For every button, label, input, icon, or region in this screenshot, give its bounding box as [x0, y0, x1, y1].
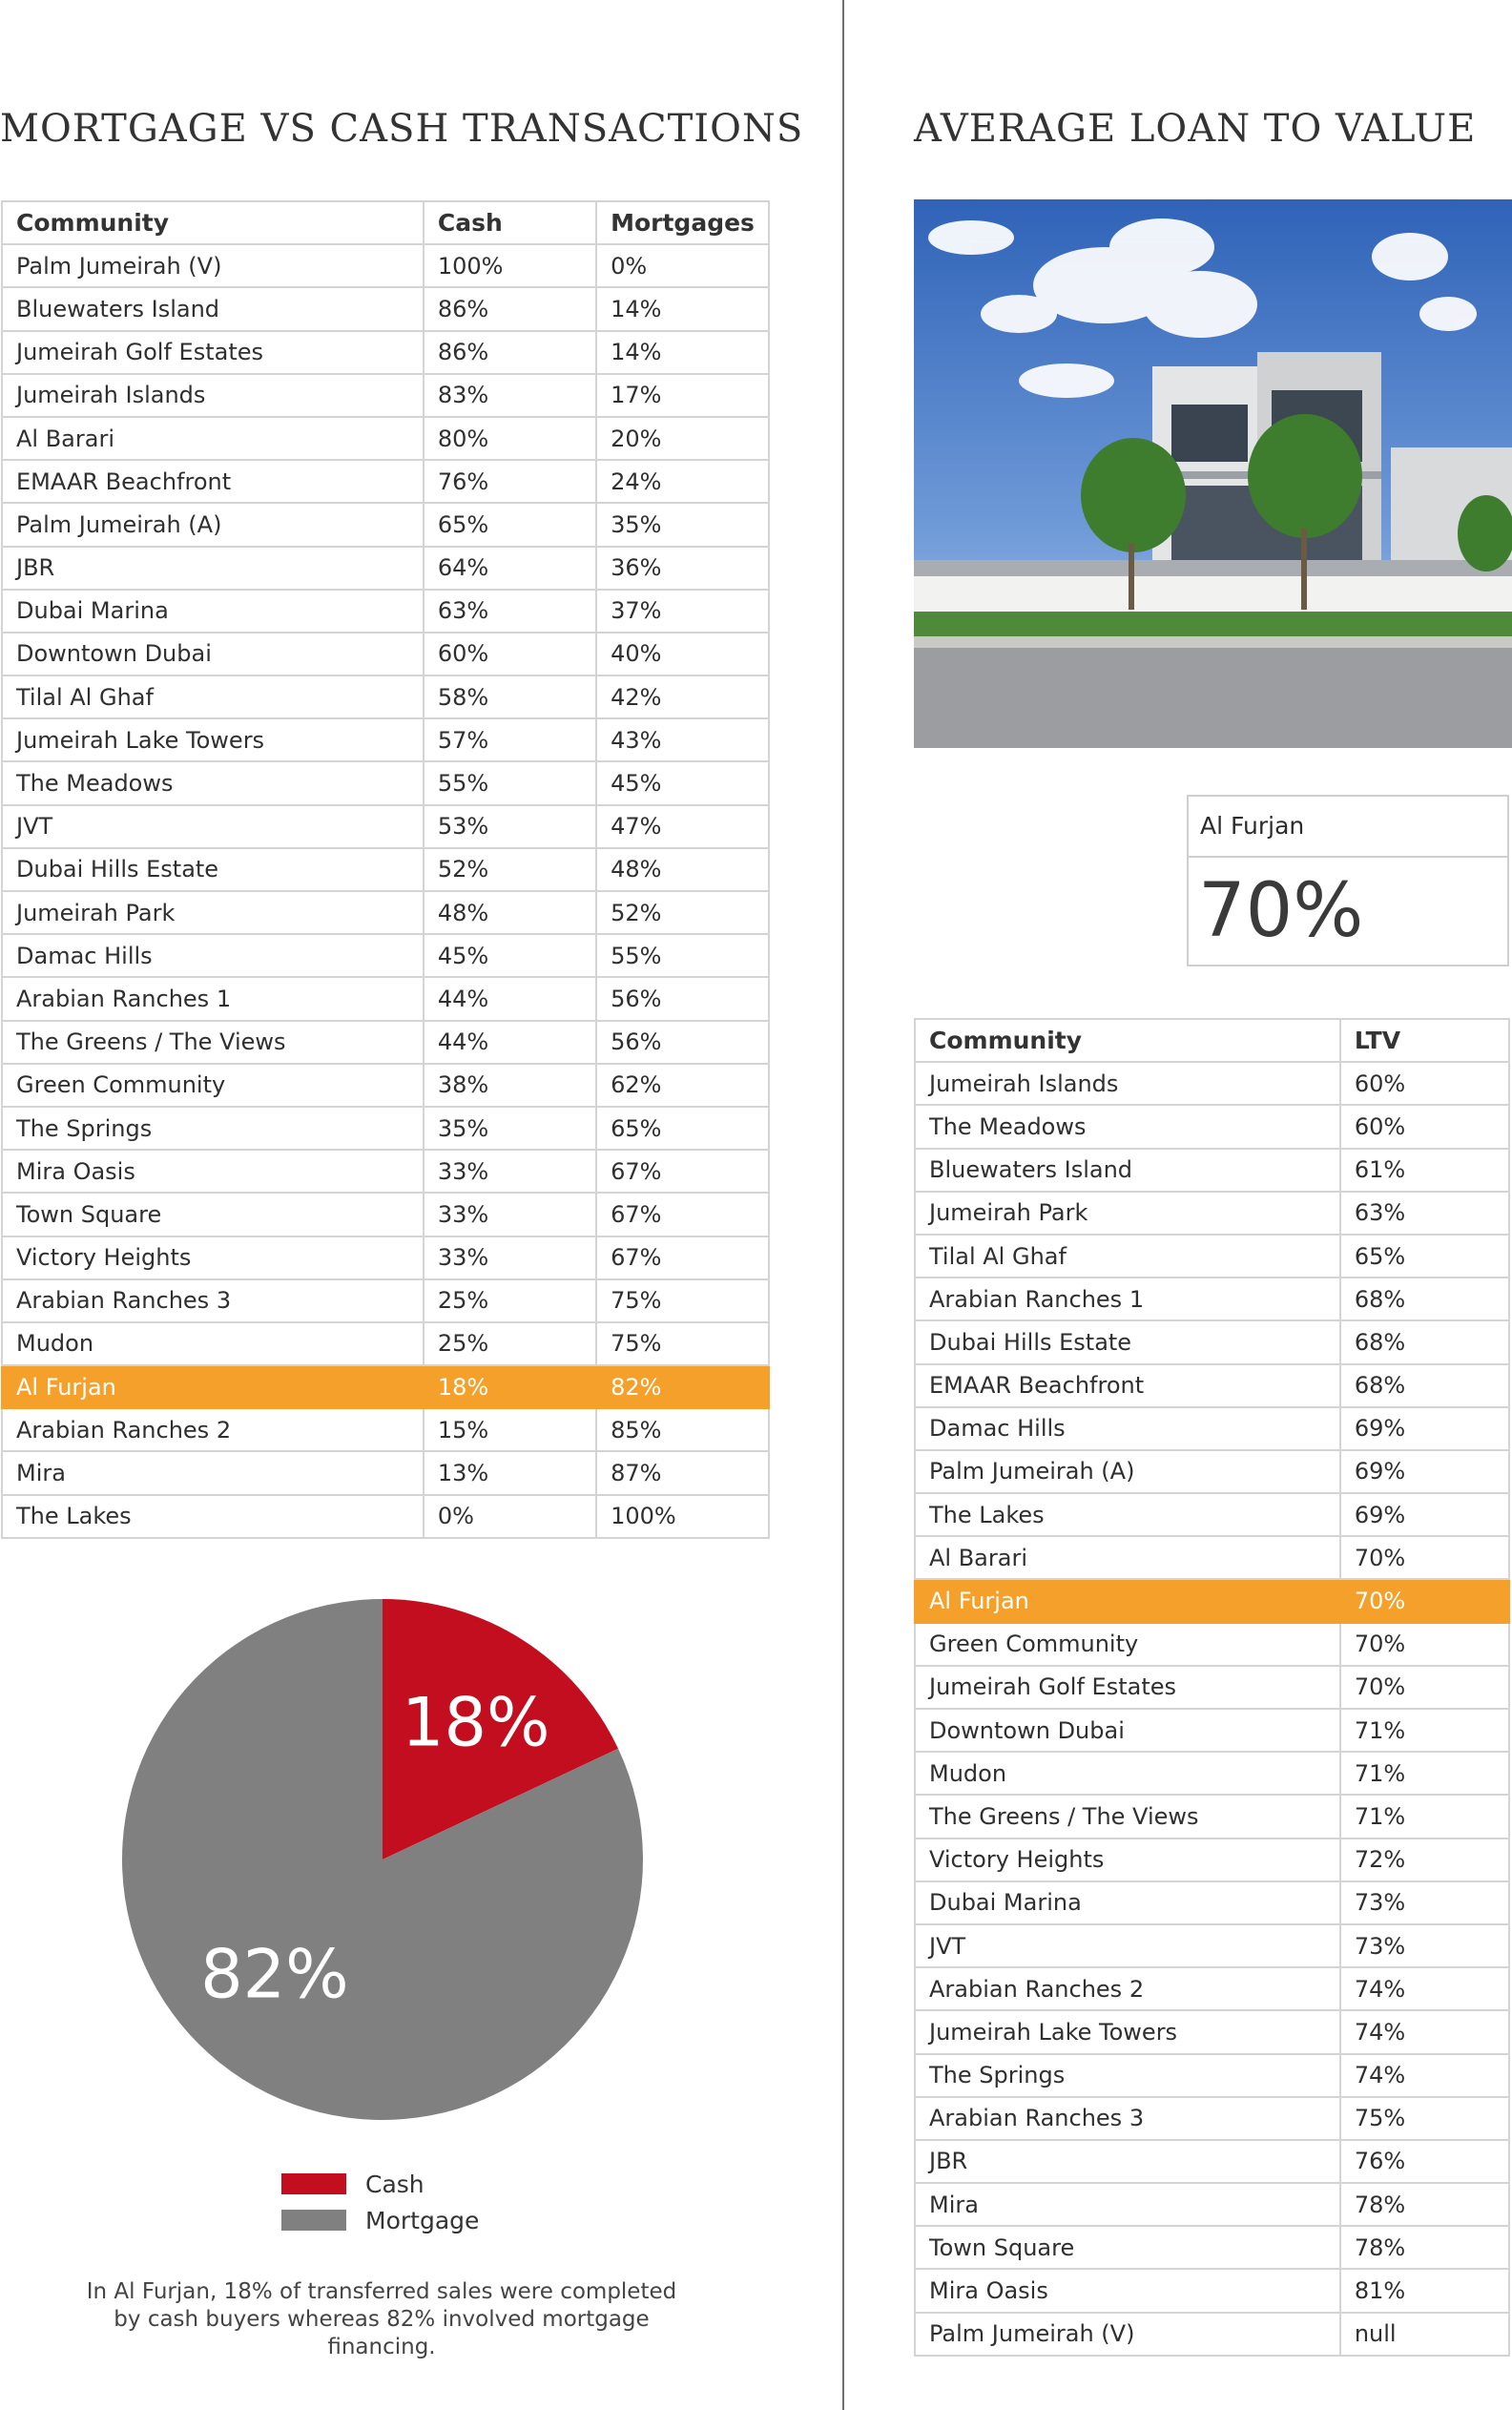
table-row [2, 675, 769, 718]
value-cell: 42% [596, 675, 769, 718]
value-cell: 64% [424, 547, 596, 590]
header-cash: Cash [424, 201, 596, 244]
table-row [2, 1236, 769, 1279]
table-row [2, 977, 769, 1020]
community-cell: Downtown Dubai [915, 1709, 1340, 1752]
value-cell: 33% [424, 1150, 596, 1193]
table-row [915, 1623, 1509, 1666]
legend-swatch-mortgage [281, 2210, 346, 2231]
table-row [2, 547, 769, 590]
value-cell: 63% [1340, 1192, 1509, 1235]
community-cell: Dubai Marina [915, 1881, 1340, 1924]
table-row [915, 1967, 1509, 2010]
value-cell: 75% [596, 1322, 769, 1365]
community-cell: Downtown Dubai [2, 633, 424, 675]
community-cell: The Springs [915, 2054, 1340, 2097]
community-cell: The Springs [2, 1107, 424, 1150]
value-cell: 100% [596, 1495, 769, 1538]
community-cell: Palm Jumeirah (A) [915, 1450, 1340, 1493]
featured-ltv-value: 70% [1198, 868, 1364, 954]
community-cell: Arabian Ranches 2 [2, 1408, 424, 1451]
table-row [915, 1493, 1509, 1536]
table-row [2, 848, 769, 891]
value-cell: 100% [424, 244, 596, 287]
pie-label-mortgage: 82% [200, 1935, 349, 2014]
table-row [915, 1839, 1509, 1881]
community-cell: Arabian Ranches 3 [2, 1279, 424, 1322]
value-cell: 0% [424, 1495, 596, 1538]
table-row [915, 1709, 1509, 1752]
value-cell: 65% [424, 503, 596, 546]
community-cell: JBR [2, 547, 424, 590]
value-cell: 75% [1340, 2097, 1509, 2140]
value-cell: 67% [596, 1236, 769, 1279]
community-cell: The Lakes [2, 1495, 424, 1538]
community-cell: Mudon [915, 1752, 1340, 1795]
value-cell: 81% [1340, 2269, 1509, 2312]
pie-caption: In Al Furjan, 18% of transferred sales were completed by cash buyers whereas 82% involved mortgage financing. [86, 2279, 677, 2359]
value-cell: 78% [1340, 2183, 1509, 2226]
table-row [915, 1364, 1509, 1407]
value-cell: 71% [1340, 1752, 1509, 1795]
community-cell: Dubai Hills Estate [2, 848, 424, 891]
value-cell: 78% [1340, 2226, 1509, 2269]
legend-swatch-cash [281, 2173, 346, 2194]
community-cell: The Lakes [915, 1493, 1340, 1536]
community-cell: Arabian Ranches 1 [2, 977, 424, 1020]
value-cell: 44% [424, 1021, 596, 1064]
value-cell: 67% [596, 1193, 769, 1236]
table-row [915, 1235, 1509, 1278]
table-row [2, 1322, 769, 1365]
table-row [915, 1062, 1509, 1105]
community-cell: Mira [2, 1451, 424, 1494]
value-cell: 70% [1340, 1623, 1509, 1666]
community-cell: Damac Hills [915, 1407, 1340, 1450]
value-cell: 25% [424, 1279, 596, 1322]
header-mortgages: Mortgages [596, 201, 769, 244]
community-cell: Green Community [2, 1064, 424, 1107]
value-cell: 70% [1340, 1579, 1509, 1622]
value-cell: 74% [1340, 1967, 1509, 2010]
community-cell: Damac Hills [2, 934, 424, 977]
legend-label-mortgage: Mortgage [365, 2206, 480, 2234]
value-cell: 67% [596, 1150, 769, 1193]
value-cell: 65% [596, 1107, 769, 1150]
legend-item-mortgage [281, 2202, 479, 2238]
value-cell: 61% [1340, 1149, 1509, 1192]
table-row [915, 1278, 1509, 1320]
table-row [2, 718, 769, 761]
value-cell: 53% [424, 805, 596, 848]
pie-legend [281, 2166, 479, 2238]
community-cell: JBR [915, 2140, 1340, 2183]
villa-photo-illustration [914, 199, 1512, 748]
value-cell: 13% [424, 1451, 596, 1494]
community-cell: The Greens / The Views [2, 1021, 424, 1064]
value-cell: 70% [1340, 1666, 1509, 1709]
community-cell: JVT [915, 1924, 1340, 1967]
community-cell: Arabian Ranches 3 [915, 2097, 1340, 2140]
mortgage-vs-cash-title: MORTGAGE VS CASH TRANSACTIONS [0, 107, 804, 151]
value-cell: 43% [596, 718, 769, 761]
table-row [2, 1021, 769, 1064]
average-ltv-title: AVERAGE LOAN TO VALUE [914, 107, 1477, 151]
value-cell: 57% [424, 718, 596, 761]
value-cell: 72% [1340, 1839, 1509, 1881]
value-cell: 87% [596, 1451, 769, 1494]
value-cell: 20% [596, 417, 769, 460]
table-row [2, 244, 769, 287]
featured-community-name: Al Furjan [1189, 797, 1507, 858]
community-cell: Victory Heights [915, 1839, 1340, 1881]
table-row [2, 1150, 769, 1193]
community-cell: Al Barari [2, 417, 424, 460]
table-row [2, 1495, 769, 1538]
value-cell: 86% [424, 287, 596, 330]
table-row [915, 1320, 1509, 1363]
value-cell: 56% [596, 977, 769, 1020]
value-cell: 74% [1340, 2010, 1509, 2053]
community-cell: Palm Jumeirah (V) [915, 2313, 1340, 2356]
community-cell: Dubai Marina [2, 590, 424, 633]
column-divider [842, 0, 844, 2410]
value-cell: 76% [424, 460, 596, 503]
community-cell: Mira Oasis [915, 2269, 1340, 2312]
value-cell: 58% [424, 675, 596, 718]
table-row [915, 2226, 1509, 2269]
table-row [915, 1105, 1509, 1148]
table-row [2, 287, 769, 330]
value-cell: 70% [1340, 1536, 1509, 1579]
value-cell: 35% [424, 1107, 596, 1150]
table-row [915, 1536, 1509, 1579]
value-cell: 56% [596, 1021, 769, 1064]
value-cell: 55% [424, 761, 596, 804]
value-cell: 74% [1340, 2054, 1509, 2097]
community-cell: Palm Jumeirah (V) [2, 244, 424, 287]
value-cell: 60% [424, 633, 596, 675]
value-cell: 75% [596, 1279, 769, 1322]
community-cell: Dubai Hills Estate [915, 1320, 1340, 1363]
table-row [915, 2097, 1509, 2140]
value-cell: 68% [1340, 1320, 1509, 1363]
community-cell: EMAAR Beachfront [915, 1364, 1340, 1407]
value-cell: 38% [424, 1064, 596, 1107]
community-cell: Tilal Al Ghaf [915, 1235, 1340, 1278]
table-row [2, 891, 769, 934]
value-cell: null [1340, 2313, 1509, 2356]
cash-mortgage-pie-chart [122, 1599, 643, 2120]
value-cell: 73% [1340, 1881, 1509, 1924]
table-row [915, 1795, 1509, 1838]
value-cell: 63% [424, 590, 596, 633]
table-row [2, 633, 769, 675]
value-cell: 45% [424, 934, 596, 977]
community-cell: Town Square [2, 1193, 424, 1236]
community-cell: The Greens / The Views [915, 1795, 1340, 1838]
table-row [2, 761, 769, 804]
value-cell: 69% [1340, 1493, 1509, 1536]
value-cell: 60% [1340, 1105, 1509, 1148]
table-row [2, 805, 769, 848]
table-row [915, 2269, 1509, 2312]
community-cell: Green Community [915, 1623, 1340, 1666]
value-cell: 37% [596, 590, 769, 633]
table-row [915, 1450, 1509, 1493]
community-cell: Jumeirah Islands [2, 374, 424, 417]
community-cell: Mira [915, 2183, 1340, 2226]
featured-ltv-card [1187, 795, 1509, 966]
community-cell: JVT [2, 805, 424, 848]
table-row [2, 1107, 769, 1150]
table-row [915, 2010, 1509, 2053]
value-cell: 76% [1340, 2140, 1509, 2183]
table-row [915, 1752, 1509, 1795]
community-cell: EMAAR Beachfront [2, 460, 424, 503]
community-cell: Jumeirah Park [2, 891, 424, 934]
ltv-table [914, 1018, 1510, 2357]
table-row [915, 1666, 1509, 1709]
value-cell: 17% [596, 374, 769, 417]
community-cell: Victory Heights [2, 1236, 424, 1279]
community-cell: Mira Oasis [2, 1150, 424, 1193]
value-cell: 73% [1340, 1924, 1509, 1967]
value-cell: 65% [1340, 1235, 1509, 1278]
value-cell: 25% [424, 1322, 596, 1365]
table-row [915, 2054, 1509, 2097]
table-row [2, 417, 769, 460]
value-cell: 47% [596, 805, 769, 848]
table-header-row [915, 1019, 1509, 1062]
value-cell: 0% [596, 244, 769, 287]
table-row [915, 1407, 1509, 1450]
pie-label-cash: 18% [401, 1683, 550, 1762]
value-cell: 14% [596, 287, 769, 330]
value-cell: 80% [424, 417, 596, 460]
table-row [915, 2313, 1509, 2356]
community-cell: Jumeirah Park [915, 1192, 1340, 1235]
value-cell: 86% [424, 331, 596, 374]
community-cell: The Meadows [2, 761, 424, 804]
table-row [915, 1924, 1509, 1967]
value-cell: 71% [1340, 1709, 1509, 1752]
table-row [915, 1149, 1509, 1192]
value-cell: 71% [1340, 1795, 1509, 1838]
table-row [2, 374, 769, 417]
community-cell: Tilal Al Ghaf [2, 675, 424, 718]
table-row [2, 590, 769, 633]
value-cell: 33% [424, 1236, 596, 1279]
legend-label-cash: Cash [365, 2170, 425, 2198]
community-cell: The Meadows [915, 1105, 1340, 1148]
community-cell: Bluewaters Island [915, 1149, 1340, 1192]
table-row [2, 1193, 769, 1236]
value-cell: 69% [1340, 1407, 1509, 1450]
value-cell: 83% [424, 374, 596, 417]
value-cell: 68% [1340, 1364, 1509, 1407]
community-cell: Jumeirah Lake Towers [915, 2010, 1340, 2053]
value-cell: 15% [424, 1408, 596, 1451]
table-row [2, 1365, 769, 1408]
value-cell: 44% [424, 977, 596, 1020]
table-row [915, 1192, 1509, 1235]
community-cell: Arabian Ranches 2 [915, 1967, 1340, 2010]
community-cell: Jumeirah Golf Estates [915, 1666, 1340, 1709]
value-cell: 33% [424, 1193, 596, 1236]
value-cell: 82% [596, 1365, 769, 1408]
table-header-row [2, 201, 769, 244]
value-cell: 60% [1340, 1062, 1509, 1105]
table-row [2, 1451, 769, 1494]
table-row [915, 1579, 1509, 1622]
table-row [2, 1279, 769, 1322]
value-cell: 55% [596, 934, 769, 977]
community-cell: Jumeirah Islands [915, 1062, 1340, 1105]
mortgage-cash-table [1, 200, 770, 1539]
table-row [2, 1408, 769, 1451]
value-cell: 48% [596, 848, 769, 891]
value-cell: 69% [1340, 1450, 1509, 1493]
header-community: Community [2, 201, 424, 244]
value-cell: 85% [596, 1408, 769, 1451]
value-cell: 24% [596, 460, 769, 503]
table-row [915, 2140, 1509, 2183]
value-cell: 40% [596, 633, 769, 675]
value-cell: 52% [596, 891, 769, 934]
community-cell: Al Furjan [2, 1365, 424, 1408]
community-cell: Town Square [915, 2226, 1340, 2269]
community-cell: Jumeirah Golf Estates [2, 331, 424, 374]
modern-villa-photo [914, 199, 1512, 748]
value-cell: 68% [1340, 1278, 1509, 1320]
value-cell: 35% [596, 503, 769, 546]
value-cell: 36% [596, 547, 769, 590]
legend-item-cash [281, 2166, 479, 2202]
community-cell: Al Barari [915, 1536, 1340, 1579]
table-row [915, 1881, 1509, 1924]
table-row [2, 460, 769, 503]
community-cell: Arabian Ranches 1 [915, 1278, 1340, 1320]
value-cell: 62% [596, 1064, 769, 1107]
table-row [2, 503, 769, 546]
community-cell: Palm Jumeirah (A) [2, 503, 424, 546]
header-ltv: LTV [1340, 1019, 1509, 1062]
table-row [915, 2183, 1509, 2226]
community-cell: Bluewaters Island [2, 287, 424, 330]
value-cell: 48% [424, 891, 596, 934]
table-row [2, 331, 769, 374]
community-cell: Mudon [2, 1322, 424, 1365]
header-community: Community [915, 1019, 1340, 1062]
value-cell: 14% [596, 331, 769, 374]
community-cell: Jumeirah Lake Towers [2, 718, 424, 761]
value-cell: 52% [424, 848, 596, 891]
table-row [2, 934, 769, 977]
table-row [2, 1064, 769, 1107]
community-cell: Al Furjan [915, 1579, 1340, 1622]
value-cell: 18% [424, 1365, 596, 1408]
value-cell: 45% [596, 761, 769, 804]
